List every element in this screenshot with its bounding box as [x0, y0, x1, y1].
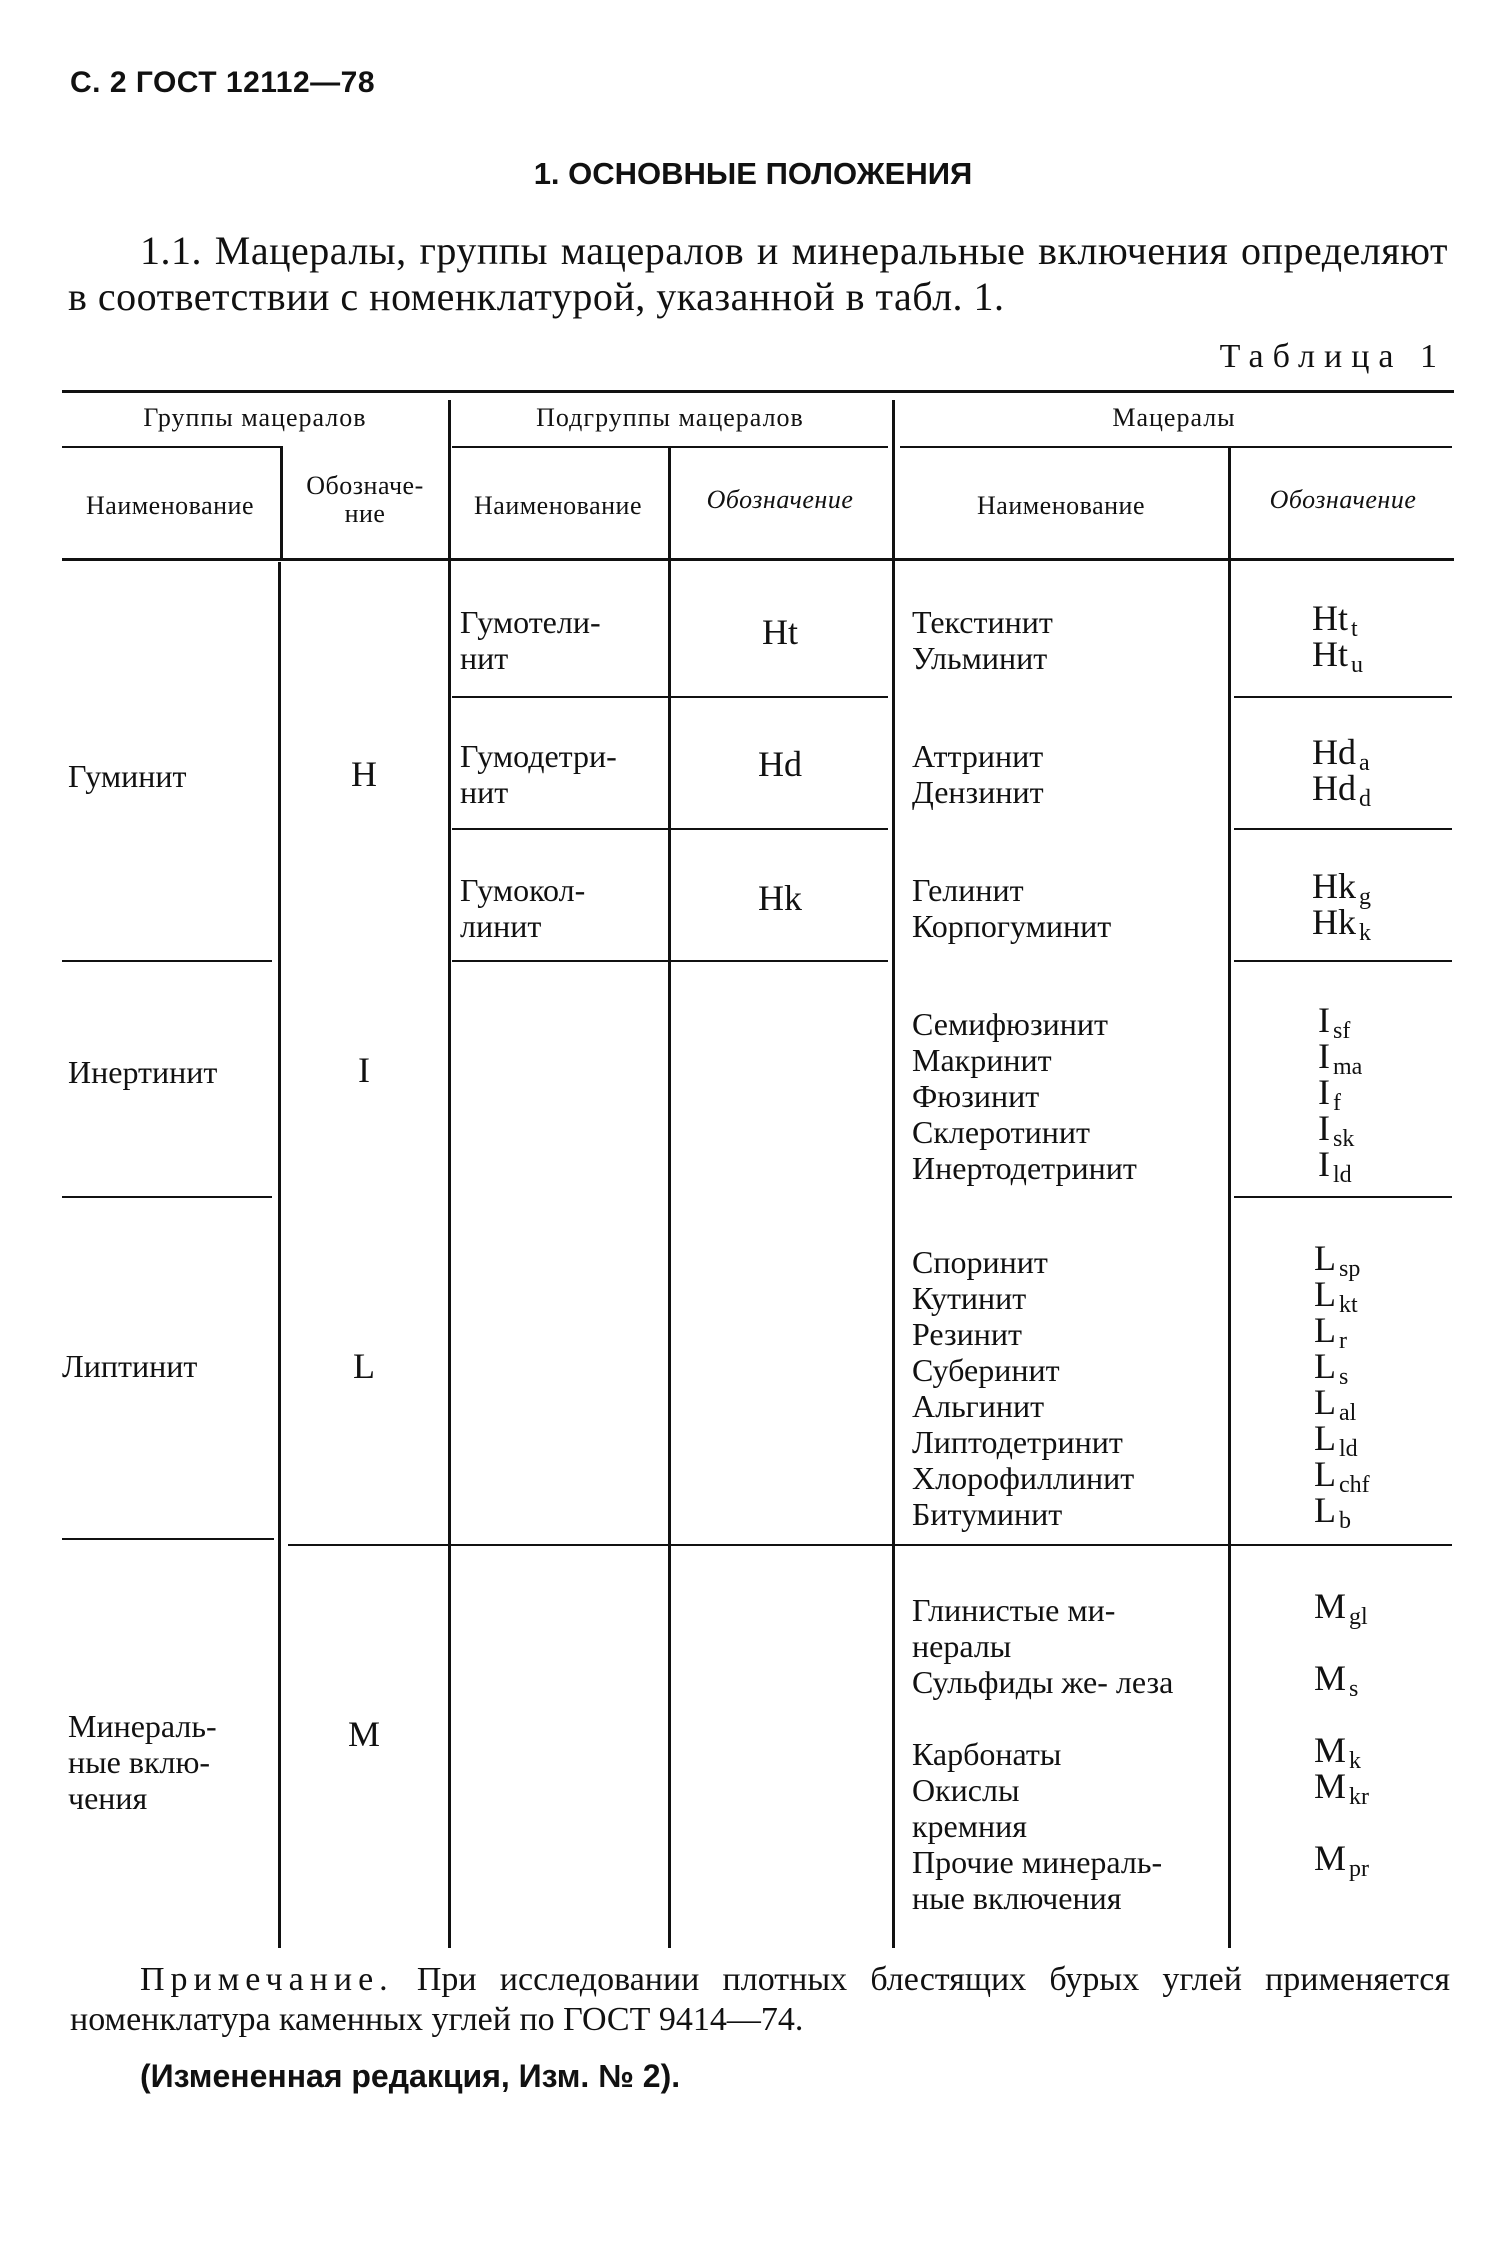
maceral-symbol: L $_{kt}$: [1314, 1274, 1358, 1318]
maceral-name: Семифюзинит: [912, 1006, 1108, 1042]
maceral-symbol: I $_f$: [1318, 1072, 1341, 1116]
group-code: M: [347, 1714, 380, 1754]
maceral-symbol: L $_b$: [1314, 1490, 1351, 1534]
maceral-names: [912, 1006, 1137, 1186]
subgroup-code: Hk: [758, 878, 802, 918]
group-name: Гуминит: [68, 758, 187, 794]
group-name: Липтинит: [62, 1348, 198, 1384]
maceral-symbols: [1314, 1238, 1370, 1534]
maceral-name: Гелинит: [912, 872, 1024, 908]
maceral-symbol: M $_{pr}$: [1314, 1838, 1370, 1882]
maceral-name: Кутинит: [912, 1280, 1027, 1316]
maceral-symbol: Hk $_k$: [1312, 902, 1371, 946]
maceral-symbol: L $_{al}$: [1314, 1382, 1357, 1426]
maceral-name: Липтодетринит: [912, 1424, 1123, 1460]
maceral-symbol: Ht $_t$: [1312, 598, 1358, 642]
maceral-names: [912, 604, 1053, 676]
subgroup-code: Ht: [762, 612, 798, 652]
maceral-name: Текстинит: [912, 604, 1053, 640]
maceral-name: Споринит: [912, 1244, 1048, 1280]
col-rule: [668, 446, 671, 1948]
maceral-name: Резинит: [912, 1316, 1022, 1352]
maceral-symbol: Hd $_d$: [1312, 768, 1371, 812]
maceral-name: Склеротинит: [912, 1114, 1090, 1150]
maceral-name: Карбонаты: [912, 1736, 1062, 1772]
header-subgroup-designation: Обозначение: [706, 485, 854, 514]
table-top-rule: [62, 390, 1454, 393]
maceral-name: Дензинит: [912, 774, 1044, 810]
col-rule: [448, 400, 451, 1948]
note-label: Примечание.: [140, 1961, 394, 1998]
maceral-name: Альгинит: [912, 1388, 1045, 1424]
maceral-symbol: Ht $_u$: [1312, 634, 1363, 678]
col-rule: [280, 446, 283, 558]
header-rule: [900, 446, 1452, 448]
maceral-names: [912, 1592, 1212, 1916]
subgroup-name: Гумодетри- нит: [460, 738, 617, 810]
header-group-name: Наименование: [86, 491, 254, 520]
maceral-name: Суберинит: [912, 1352, 1060, 1388]
maceral-symbol: L $_s$: [1314, 1346, 1349, 1390]
col-rule: [892, 400, 895, 1948]
maceral-name: Сульфиды же- леза: [912, 1664, 1174, 1700]
maceral-symbol: M $_{kr}$: [1314, 1766, 1370, 1810]
header-rule: [62, 446, 280, 448]
maceral-symbol: L $_{chf}$: [1314, 1454, 1370, 1498]
maceral-symbol: M $_k$: [1314, 1730, 1362, 1774]
group-code: H: [351, 754, 377, 794]
row-rule: [62, 1538, 274, 1540]
header-maceral-designation: Обозначение: [1269, 485, 1417, 514]
header-maceral-name: Наименование: [977, 491, 1145, 520]
group-name: Минераль- ные вклю- чения: [68, 1708, 217, 1816]
maceral-symbol: I $_{ma}$: [1318, 1036, 1363, 1080]
maceral-name: Окислы кремния: [912, 1772, 1027, 1844]
maceral-symbol: M $_{gl}$: [1314, 1586, 1368, 1630]
maceral-names: [912, 872, 1111, 944]
maceral-symbol: I $_{sk}$: [1318, 1108, 1355, 1152]
maceral-symbol: M $_s$: [1314, 1658, 1359, 1702]
group-code: I: [358, 1050, 370, 1090]
maceral-name: Корпогуминит: [912, 908, 1112, 944]
row-rule: [62, 1196, 272, 1198]
row-rule: [288, 1544, 1452, 1546]
maceral-name: Макринит: [912, 1042, 1052, 1078]
col-rule: [278, 562, 281, 1948]
maceral-name: Аттринит: [912, 738, 1044, 774]
maceral-symbols: [1312, 598, 1363, 678]
maceral-symbol: Hd $_a$: [1312, 732, 1370, 776]
subgroup-name: Гумотели- нит: [460, 604, 601, 676]
section-title: 1. ОСНОВНЫЕ ПОЛОЖЕНИЯ: [533, 156, 973, 191]
header-bottom-rule: [62, 558, 1454, 561]
maceral-symbol: L $_{sp}$: [1314, 1238, 1361, 1282]
maceral-symbol: I $_{ld}$: [1318, 1144, 1352, 1188]
maceral-names: [912, 1244, 1134, 1532]
running-head: С. 2 ГОСТ 12112—78: [70, 66, 376, 99]
row-rule: [1234, 696, 1452, 698]
maceral-symbol: L $_{ld}$: [1314, 1418, 1358, 1462]
maceral-symbol: L $_r$: [1314, 1310, 1347, 1354]
maceral-name: Битуминит: [912, 1496, 1063, 1532]
row-rule: [1234, 960, 1452, 962]
maceral-symbols: [1318, 1000, 1363, 1188]
header-group-designation: Обозначе- ние: [306, 471, 424, 528]
table-label: Таблица 1: [1219, 338, 1446, 375]
header-subgroup-name: Наименование: [474, 491, 642, 520]
row-rule: [1234, 1196, 1452, 1198]
col-rule: [1228, 446, 1231, 1948]
row-rule: [62, 960, 272, 962]
maceral-names: [912, 738, 1044, 810]
header-groups: Группы мацералов: [143, 403, 367, 432]
maceral-symbols: [1314, 1586, 1370, 1882]
maceral-name: Инертодетринит: [912, 1150, 1137, 1186]
note-text: При исследовании плотных блестящих бурых углей применяется номенклатура каменных углей по ГОСТ 9414—74.: [70, 1961, 1451, 2038]
maceral-name: Хлорофиллинит: [912, 1460, 1135, 1496]
maceral-symbols: [1312, 866, 1371, 946]
row-rule: [1234, 828, 1452, 830]
table-note: [70, 1960, 1450, 2040]
group-name: Инертинит: [68, 1054, 218, 1090]
header-subgroups: Подгруппы мацералов: [536, 403, 804, 432]
amendment-note: (Измененная редакция, Изм. № 2).: [140, 2058, 681, 2094]
intro-paragraph: 1.1. Мацералы, группы мацералов и минеральные включения определяют в соответствии с номенклатурой, указанной в табл. 1.: [68, 228, 1448, 319]
maceral-symbols: [1312, 732, 1371, 812]
subgroup-code: Hd: [758, 744, 802, 784]
maceral-name: Ульминит: [912, 640, 1048, 676]
maceral-symbol: I $_{sf}$: [1318, 1000, 1351, 1044]
maceral-name: Глинистые ми- нералы: [912, 1592, 1116, 1664]
maceral-name: Прочие минераль- ные включения: [912, 1844, 1163, 1916]
group-code: L: [353, 1346, 375, 1386]
header-macerals: Мацералы: [1112, 403, 1236, 432]
maceral-name: Фюзинит: [912, 1078, 1040, 1114]
subgroup-name: Гумокол- линит: [460, 872, 586, 944]
maceral-symbol: Hk $_g$: [1312, 866, 1371, 910]
